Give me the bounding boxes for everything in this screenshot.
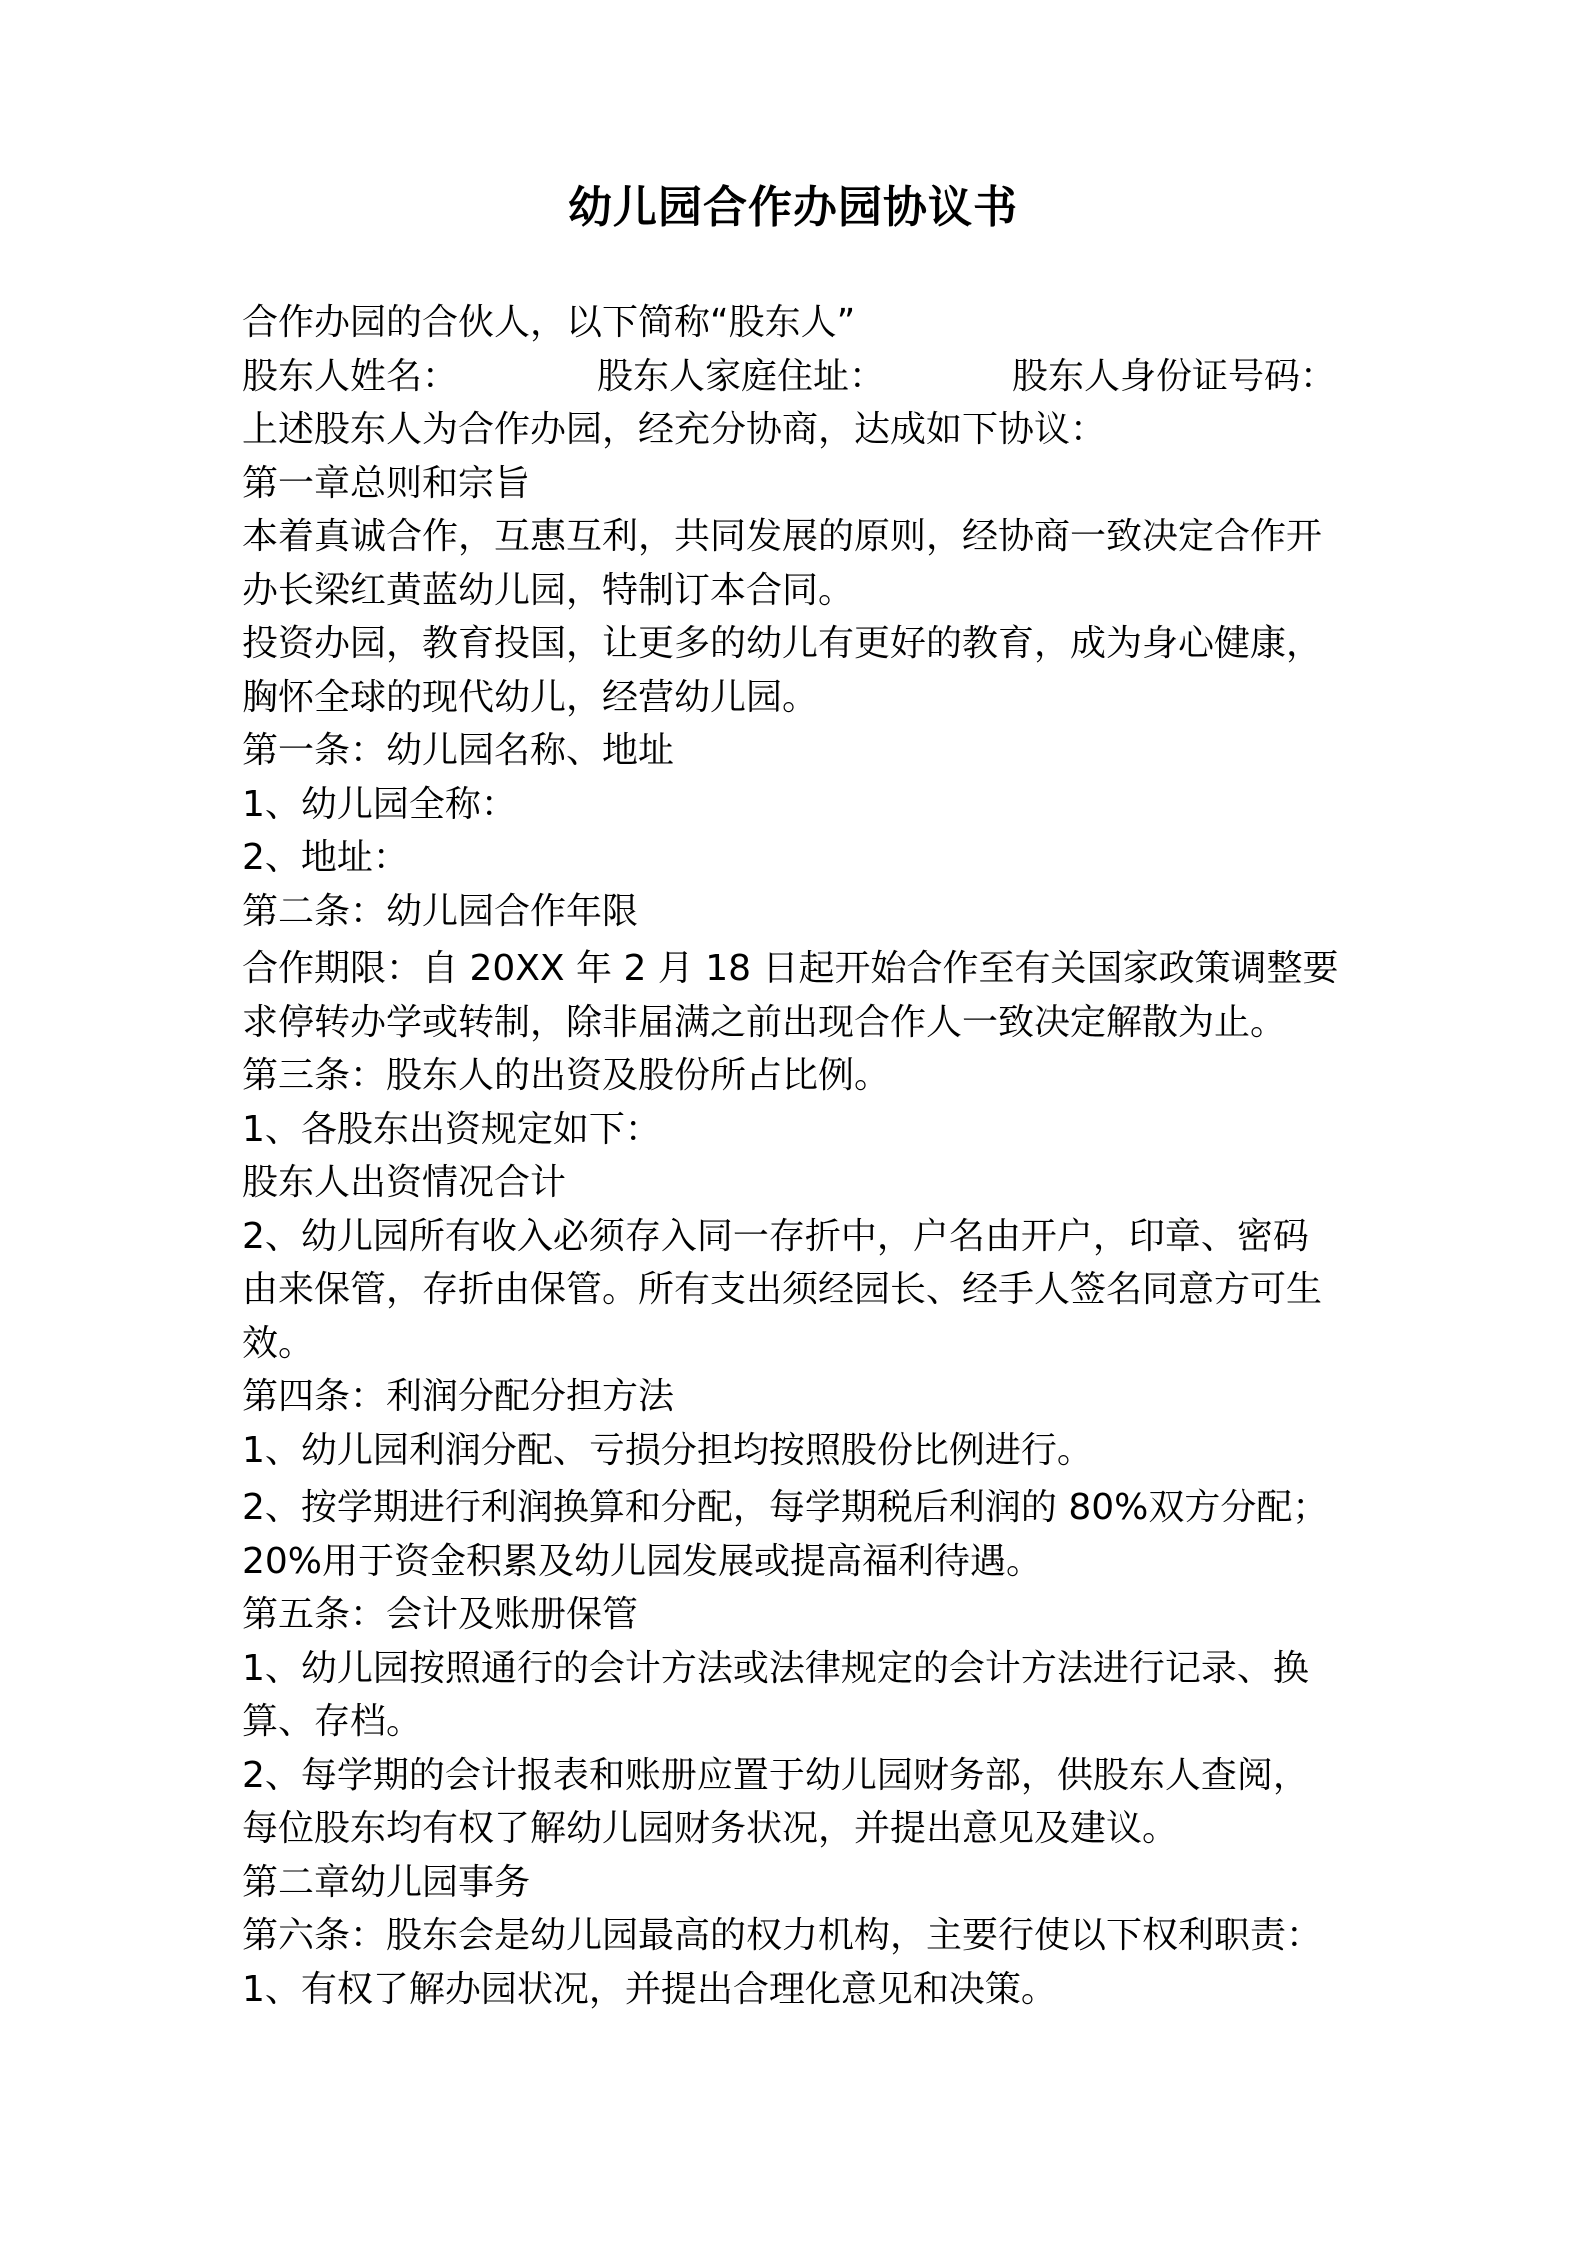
article-4-item-2-line-1: 2、按学期进行利润换算和分配，每学期税后利润的 80%双方分配； [242,1487,1329,1528]
article-4-item-1: 1、幼儿园利润分配、亏损分担均按照股份比例进行。 [242,1429,1093,1471]
article-2-term-1: 合作期限：自 20XX 年 2 月 18 日起开始合作至有关国家政策调整要 [242,948,1339,989]
article-1-item-1: 1、幼儿园全称： [242,783,517,825]
article-5-item-1-line-2: 算、存档。 [242,1701,423,1742]
article-6-heading: 第六条：股东会是幼儿园最高的权力机构，主要行使以下权利职责： [242,1915,1323,1956]
article-4-item-2-line-2: 20%用于资金积累及幼儿园发展或提高福利待遇。 [242,1540,1043,1582]
article-2-heading: 第二条：幼儿园合作年限 [242,890,639,932]
article-4-heading: 第四条：利润分配分担方法 [242,1376,675,1417]
article-3-table-caption: 股东人出资情况合计 [242,1162,567,1203]
article-3-item-2-line-2: 由来保管，存折由保管。所有支出须经园长、经手人签名同意方可生 [242,1269,1323,1310]
article-3-item-1: 1、各股东出资规定如下： [242,1108,661,1150]
paragraph-principle-1: 本着真诚合作，互惠互利，共同发展的原则，经协商一致决定合作开 [242,516,1323,557]
article-3-heading: 第三条：股东人的出资及股份所占比例。 [242,1055,891,1096]
document-title: 幼儿园合作办园协议书 [568,182,1018,233]
article-3-item-2-line-1: 2、幼儿园所有收入必须存入同一存折中，户名由开户，印章、密码 [242,1215,1309,1257]
agreement-preamble: 上述股东人为合作办园，经充分协商，达成如下协议： [242,409,1107,450]
article-3-item-2-line-3: 效。 [242,1322,315,1364]
shareholder-id-label: 股东人身份证号码： [1012,355,1337,397]
article-5-heading: 第五条：会计及账册保管 [242,1594,639,1635]
article-2-term-2: 求停转办学或转制，除非届满之前出现合作人一致决定解散为止。 [242,1001,1287,1043]
article-5-item-1-line-1: 1、幼儿园按照通行的会计方法或法律规定的会计方法进行记录、换 [242,1647,1309,1689]
article-1-item-2: 2、地址： [242,837,409,878]
paragraph-purpose-2: 胸怀全球的现代幼儿，经营幼儿园。 [242,676,819,718]
document-body [242,296,1352,2016]
paragraph-purpose-1: 投资办园，教育投国，让更多的幼儿有更好的教育，成为身心健康， [242,623,1323,664]
shareholder-name-label: 股东人姓名： [242,355,459,397]
chapter-1-heading: 第一章总则和宗旨 [242,462,531,504]
shareholder-fields-row [242,350,1352,404]
article-5-item-2-line-1: 2、每学期的会计报表和账册应置于幼儿园财务部，供股东人查阅， [242,1754,1309,1796]
chapter-2-heading: 第二章幼儿园事务 [242,1861,531,1903]
intro-line: 合作办园的合伙人，以下简称“股东人” [242,302,856,343]
article-5-item-2-line-2: 每位股东均有权了解幼儿园财务状况，并提出意见及建议。 [242,1808,1179,1849]
paragraph-principle-2: 办长梁红黄蓝幼儿园，特制订本合同。 [242,569,855,611]
article-1-heading: 第一条：幼儿园名称、地址 [242,730,675,771]
article-6-item-1: 1、有权了解办园状况，并提出合理化意见和决策。 [242,1968,1057,2010]
shareholder-address-label: 股东人家庭住址： [597,355,886,397]
